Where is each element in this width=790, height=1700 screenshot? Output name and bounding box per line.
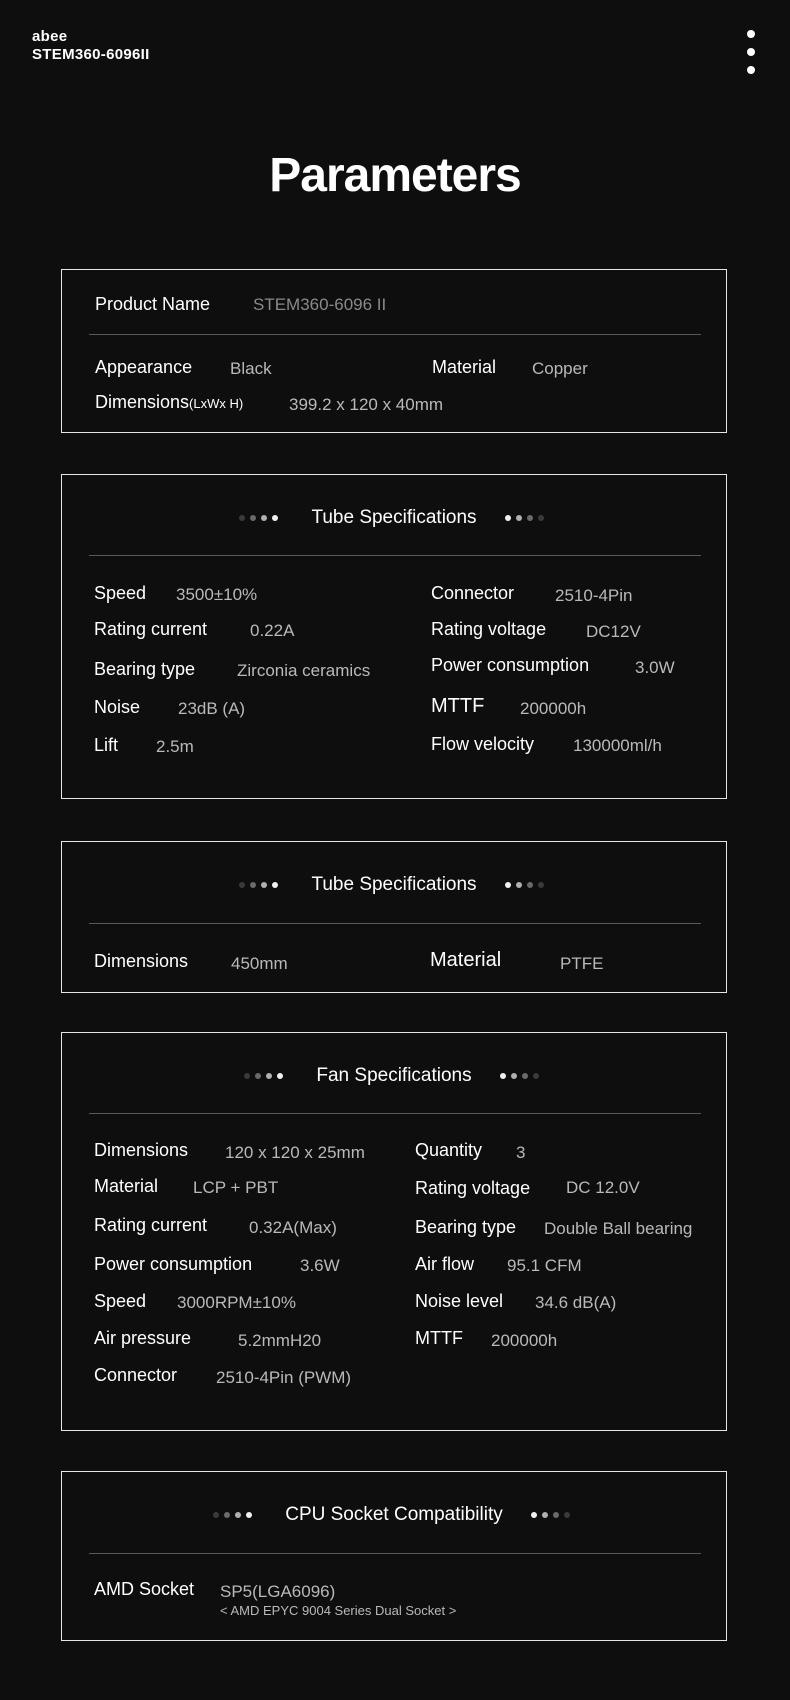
dimensions-value: 399.2 x 120 x 40mm bbox=[289, 395, 444, 414]
cpu-socket-card bbox=[61, 1471, 727, 1641]
dots-decoration-icon bbox=[505, 881, 549, 889]
menu-dot-icon bbox=[747, 30, 755, 38]
fan-quantity-label: Quantity bbox=[415, 1140, 483, 1160]
fan-dimensions-value: 120 x 120 x 25mm bbox=[225, 1143, 365, 1162]
fan-power-consumption-label: Power consumption bbox=[94, 1254, 253, 1274]
fan-specs-card bbox=[61, 1032, 727, 1431]
divider bbox=[89, 1553, 701, 1554]
fan-mttf-label: MTTF bbox=[415, 1328, 463, 1348]
section-heading bbox=[62, 874, 726, 896]
brand-name: abee bbox=[32, 28, 68, 45]
dots-decoration-icon bbox=[505, 514, 549, 522]
page-title: Parameters bbox=[269, 149, 521, 202]
speed-label: Speed bbox=[94, 583, 147, 603]
fan-noise-level-value: 34.6 dB(A) bbox=[535, 1293, 617, 1312]
connector-value: 2510-4Pin bbox=[555, 586, 633, 605]
section-heading bbox=[62, 507, 726, 529]
fan-noise-level-label: Noise level bbox=[415, 1291, 504, 1311]
appearance-label: Appearance bbox=[95, 357, 193, 377]
fan-speed-label: Speed bbox=[94, 1291, 147, 1311]
fan-air-flow-label: Air flow bbox=[415, 1254, 475, 1274]
tube-material-label: Material bbox=[430, 949, 502, 971]
divider bbox=[89, 923, 701, 924]
material-value: Copper bbox=[532, 359, 588, 378]
brand-logo bbox=[32, 28, 150, 64]
overview-card bbox=[61, 269, 727, 433]
fan-air-pressure-label: Air pressure bbox=[94, 1328, 192, 1348]
dots-decoration-icon bbox=[500, 1072, 544, 1080]
fan-connector-label: Connector bbox=[94, 1365, 178, 1385]
more-menu-icon[interactable] bbox=[741, 30, 761, 78]
fan-bearing-type-label: Bearing type bbox=[415, 1217, 517, 1237]
material-label: Material bbox=[432, 357, 497, 377]
divider bbox=[89, 334, 701, 335]
power-consumption-value: 3.0W bbox=[635, 658, 675, 677]
mttf-label: MTTF bbox=[431, 695, 485, 717]
dots-decoration-icon bbox=[213, 1511, 257, 1519]
product-name-value: STEM360-6096 II bbox=[253, 295, 387, 314]
fan-material-value: LCP + PBT bbox=[193, 1178, 279, 1197]
tube-specs-card bbox=[61, 841, 727, 993]
rating-voltage-value: DC12V bbox=[586, 622, 641, 641]
tube-material-value: PTFE bbox=[560, 954, 604, 973]
flow-velocity-label: Flow velocity bbox=[431, 734, 535, 754]
dimensions-unit: (LxWx H) bbox=[189, 396, 244, 411]
fan-rating-current-value: 0.32A(Max) bbox=[249, 1218, 337, 1237]
dimensions-label-text: Dimensions bbox=[95, 392, 190, 412]
connector-label: Connector bbox=[431, 583, 515, 603]
dimensions-label bbox=[95, 392, 243, 413]
divider bbox=[89, 555, 701, 556]
fan-connector-value: 2510-4Pin (PWM) bbox=[216, 1368, 352, 1387]
rating-current-label: Rating current bbox=[94, 619, 208, 639]
section-heading-text: Tube Specifications bbox=[311, 507, 477, 528]
fan-air-flow-value: 95.1 CFM bbox=[507, 1256, 582, 1275]
section-heading-text: Fan Specifications bbox=[316, 1065, 472, 1086]
power-consumption-label: Power consumption bbox=[431, 655, 590, 675]
fan-rating-current-label: Rating current bbox=[94, 1215, 208, 1235]
fan-quantity-value: 3 bbox=[516, 1143, 526, 1162]
bearing-type-value: Zirconia ceramics bbox=[237, 661, 371, 680]
pump-specs-card bbox=[61, 474, 727, 799]
tube-dimensions-label: Dimensions bbox=[94, 951, 189, 971]
fan-air-pressure-value: 5.2mmH20 bbox=[238, 1331, 322, 1350]
noise-label: Noise bbox=[94, 697, 141, 717]
menu-dot-icon bbox=[747, 66, 755, 74]
dots-decoration-icon bbox=[239, 514, 283, 522]
flow-velocity-value: 130000ml/h bbox=[573, 736, 662, 755]
fan-speed-value: 3000RPM±10% bbox=[177, 1293, 296, 1312]
section-heading bbox=[62, 1504, 726, 1526]
tube-dimensions-value: 450mm bbox=[231, 954, 288, 973]
amd-socket-note: < AMD EPYC 9004 Series Dual Socket > bbox=[220, 1603, 457, 1618]
rating-current-value: 0.22A bbox=[250, 621, 295, 640]
amd-socket-label: AMD Socket bbox=[94, 1579, 195, 1599]
speed-value: 3500±10% bbox=[176, 585, 258, 604]
fan-bearing-type-value: Double Ball bearing bbox=[544, 1219, 693, 1238]
lift-label: Lift bbox=[94, 735, 119, 755]
section-heading bbox=[62, 1065, 726, 1087]
dots-decoration-icon bbox=[531, 1511, 575, 1519]
appearance-value: Black bbox=[230, 359, 272, 378]
menu-dot-icon bbox=[747, 48, 755, 56]
noise-value: 23dB (A) bbox=[178, 699, 246, 718]
fan-power-consumption-value: 3.6W bbox=[300, 1256, 340, 1275]
rating-voltage-label: Rating voltage bbox=[431, 619, 547, 639]
section-heading-text: CPU Socket Compatibility bbox=[285, 1504, 503, 1525]
dots-decoration-icon bbox=[239, 881, 283, 889]
bearing-type-label: Bearing type bbox=[94, 659, 196, 679]
fan-material-label: Material bbox=[94, 1176, 159, 1196]
fan-dimensions-label: Dimensions bbox=[94, 1140, 189, 1160]
mttf-value: 200000h bbox=[520, 699, 587, 718]
section-heading-text: Tube Specifications bbox=[311, 874, 477, 895]
product-name-label: Product Name bbox=[95, 294, 211, 314]
fan-rating-voltage-value: DC 12.0V bbox=[566, 1178, 640, 1197]
amd-socket-value: SP5(LGA6096) bbox=[220, 1582, 336, 1601]
fan-rating-voltage-label: Rating voltage bbox=[415, 1178, 531, 1198]
fan-mttf-value: 200000h bbox=[491, 1331, 558, 1350]
dots-decoration-icon bbox=[244, 1072, 288, 1080]
divider bbox=[89, 1113, 701, 1114]
lift-value: 2.5m bbox=[156, 737, 194, 756]
brand-model: STEM360-6096II bbox=[32, 46, 150, 63]
